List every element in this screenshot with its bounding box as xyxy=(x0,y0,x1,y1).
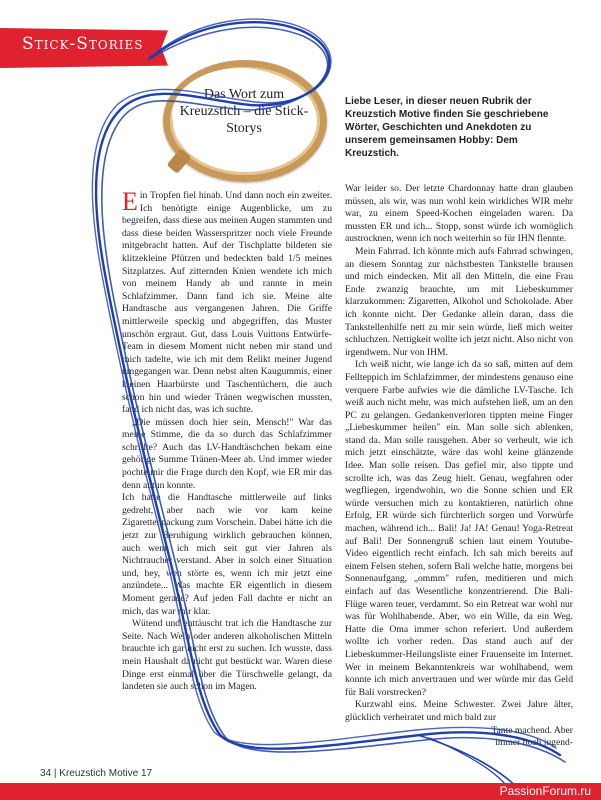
section-banner-label: Stick-Stories xyxy=(22,34,144,54)
article-paragraph: „Die müssen doch hier sein, Mensch!" War das meine Stimme, die da so durch das Schlafzimmer schrillte? Auch das LV-Handtäschchen bekam eine gehörige Summe Tränen-Meer ab. Und immer wieder pochte mir die Frage durch den Kopf, wie ER mir das denn antun konnte. xyxy=(122,416,332,491)
article-tail-line: Tante machend. Aber xyxy=(491,724,573,736)
intro-text: Liebe Leser, in dieser neuen Rubrik der Kreuzstich Motive finden Sie geschriebene Wörter, Geschichten und Anekdoten zu unserem gemeinsamen Hobby: Dem Kreuzstich. xyxy=(345,96,549,159)
page-footer: 34 | Kreuzstich Motive 17 xyxy=(40,768,153,779)
article-paragraph-text: in Tropfen fiel hinab. Und dann noch ein zweiter. Ich benötigte einige Augenblicke, um zu begreifen, dass diese aus meinen Augen stammten und dass diese beiden Wasserspritzer noch viele Freunde mitgebracht hatten. Auf der Tischplatte bildeten sie klitzekleine Pfützen und bedeckten bald 1/5 meines Sitzplatzes. Auf zitternden Knien wendete ich mich von meinem Handy ab und rannte in mein Schlafzimmer. Dann fand ich sie. Meine alte Handtasche aus vergangenen Jahren. Die Griffe mittlerweile speckig und abgegriffen, das Muster unschön ergraut. Gut, dass Louis Vuittons Entwürfe-Team in diesem Moment nicht neben mir stand und mich tadelte, wie ich mit dem Relikt meiner Jugend umgegangen war. Denn nebst alten Kaugummis, einer kleinen Haarbürste und Taschentüchern, die auch schon hin und wieder Tränen wegwischen mussten, fand ich nicht das, was ich suchte. xyxy=(122,190,332,416)
article-column-right xyxy=(345,183,573,750)
hoop-title: Das Wort zum Kreuzstich – die Stick-Storys xyxy=(179,87,309,136)
watermark: PassionForum.ru xyxy=(499,784,591,798)
article-paragraph: War leider so. Der letzte Chardonnay hatte dran glauben müssen, als wir, was nun wohl kein wirkliches WIR mehr war, zu einem Speed-Kochen eingeladen waren. Da mussten ER und ich... Stopp, sonst würde ich womöglich austrocknen, wenn ich noch weiterhin so für IHN flennte. xyxy=(345,183,573,245)
article-column-left xyxy=(122,187,332,694)
article-paragraph: Ich hatte die Handtasche mittlerweile auf links gedreht, aber nach wie vor kam keine Zigarettenpackung zum Vorschein. Dabei hätte ich die jetzt zur Beruhigung wirklich gebrauchen können, auch wenn ich mich seit gut vier Jahren als Nichtraucher verstand. Aber in solch einer Situation und, hey, wen störte es, wenn ich mir jetzt eine anzündete... Was machte ER eigentlich in diesem Moment gerade? Auf jeden Fall dachte er nicht an mich, das war mir klar. xyxy=(122,492,332,617)
article-paragraph: Ich weiß nicht, wie lange ich da so saß, mitten auf dem Fellteppich im Schlafzimmer, der mindestens genauso eine verquere Farbe aufwies wie die dämliche LV-Tasche. Ich weiß auch nicht mehr, was mich aufstehen ließ, um an den PC zu gelangen. Gedankenverloren tippten meine Finger „Liebeskummer heilen" ein. Man solle sich ablenken, stand da. Man solle rausgehen. Aber so verheult, wie ich mich jetzt einschätzte, wäre das wohl keine glänzende Idee. Man solle reisen. Das gefiel mir, also tippte und scrollte ich, was das Zeug hielt. Genau, wegfahren oder wegfliegen, irgendwohin, wo die Sonne schien und ER würde versuchen mich zu kontaktieren, natürlich ohne Erfolg, ER würde sich fürchterlich sorgen und Vorwürfe machen, während ich... Bali! Ja! JA! Genau! Yoga-Retreat auf Bali! Der Sonnengruß schien laut einem Youtube-Video eigentlich recht einfach. Ich sah mich bereits auf einem Felsen stehen, sofern Bali welche hatte, morgens bei Sonnenaufgang, „ommm" rufen, meditieren und mich einfach auf das Wesentliche konzentrierend. Die Bali-Flüge waren teuer, verdammt. So ein Retreat war wohl nur was für Wohlhabende. Aber, wo ein Wille, da ein Weg. Hatte die Oma immer schon referiert. Und außerdem wollte ich vorher reden. Das stand auch auf der Liebeskummer-Heilungsliste einer Frauenseite im Internet. Wer in meinem Bekanntenkreis war wohlhabend, wem konnte ich mich anvertrauen und wer würde mir das Geld für Bali vorstrecken? xyxy=(345,359,573,698)
drop-cap: E xyxy=(122,187,138,216)
article-paragraph: Wütend und enttäuscht trat ich die Handtasche zur Seite. Nach Wein oder anderen alkoholischen Mitteln brauchte ich gar nicht erst zu suchen. Ich wusste, dass mein Haushalt da nicht gut bestückt war. Waren diese Dinge erst einmal über die Türschwelle gelangt, da landeten sie auch schon im Magen. xyxy=(122,618,332,693)
article-tail-line: immer noch jugend- xyxy=(495,737,573,749)
article-paragraph xyxy=(122,187,332,417)
article-paragraph: Mein Fahrrad. Ich könnte mich aufs Fahrrad schwingen, an diesem Sonntag zur nächstbesten Tankstelle brausen und mich eindecken. Mit all den Mitteln, die eine Frau Ende zwanzig brauchte, um mit Liebeskummer klarzukommen: Zigaretten, Alkohol und Schokolade. Aber ich konnte nicht. Der Gedanke allein daran, dass die Tankstellenhilfe nett zu mir sein würde, ließ mich weiter schluchzen. Nettigkeit wollte ich jetzt nicht. Also nicht von irgendwem. Nur von IHM. xyxy=(345,245,573,358)
article-paragraph: Kurzwahl eins. Meine Schwester. Zwei Jahre älter, glücklich verheiratet und mich bald zur xyxy=(345,699,573,723)
